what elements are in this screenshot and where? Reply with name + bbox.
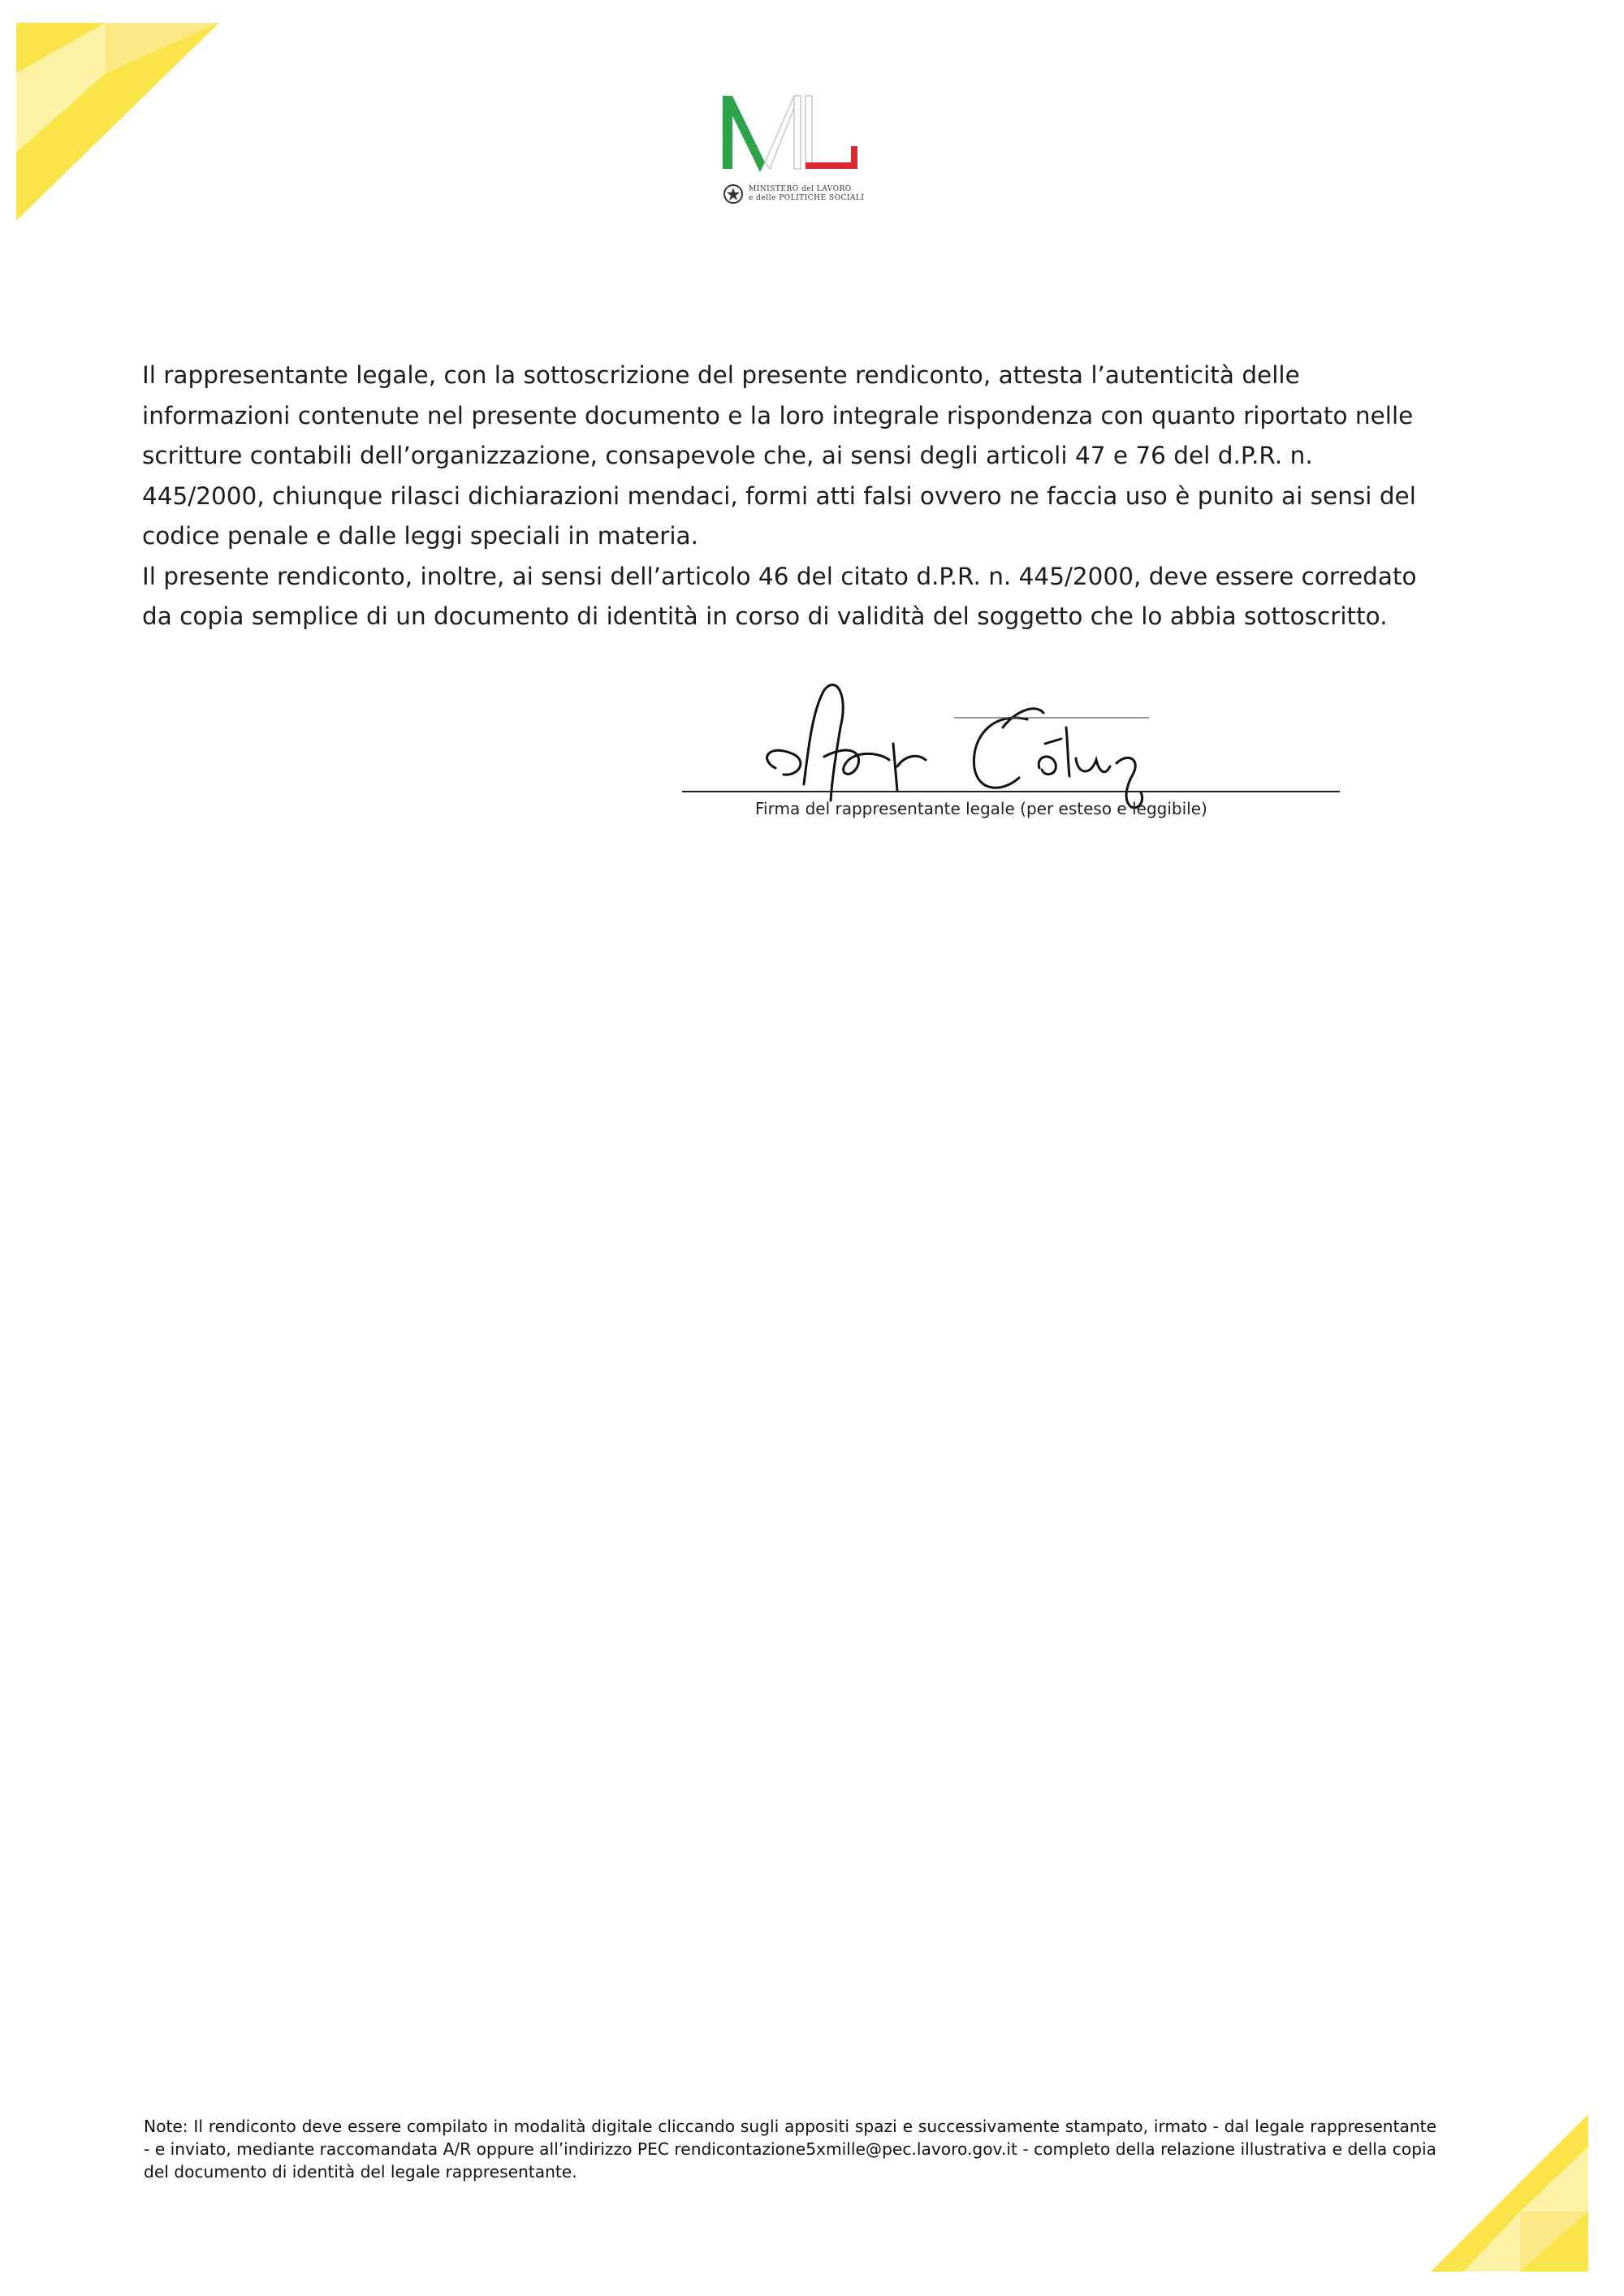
signature-line (682, 791, 1340, 792)
corner-decoration-bottom-right (1431, 2114, 1588, 2272)
logo-caption-line2: e delle POLITICHE SOCIALI (749, 194, 865, 202)
declaration-paragraph-2: Il presente rendiconto, inoltre, ai sensi dell’articolo 46 del citato d.P.R. n. 445/2000, deve essere corredato da copia semplice di un documento di identità in corso di validità del soggetto che lo abbia sottoscritto. (142, 562, 1417, 630)
footer-note: Note: Il rendiconto deve essere compilato in modalità digitale cliccando sugli appositi spazi e successivamente stampato, irmato - dal legale rappresentante - e inviato, mediante raccomandata A/R oppure all’indirizzo PEC rendicontazione5xmille@pec.lavoro.gov.it - completo della relazione illustrativa e della copia del documento di identità del legale rappresentante. (144, 2117, 1436, 2182)
handwritten-signature (727, 679, 1181, 809)
logo-caption (749, 185, 887, 203)
declaration-text (142, 356, 1441, 637)
signature-label: Firma del rappresentante legale (per esteso e leggibile) (755, 799, 1207, 818)
declaration-paragraph-1: Il rappresentante legale, con la sottoscrizione del presente rendiconto, attesta l’autenticità delle informazioni contenute nel presente documento e la loro integrale rispondenza con quanto riportato nelle scritture contabili dell’organizzazione, consapevole che, ai sensi degli articoli 47 e 76 del d.P.R. n. 445/2000, chiunque rilasci dichiarazioni mendaci, formi atti falsi ovvero ne faccia uso è punito ai sensi del codice penale e dalle leggi speciali in materia. (142, 361, 1416, 550)
signature-block (682, 679, 1340, 825)
corner-decoration-top-left (16, 23, 219, 221)
logo-caption-line1: MINISTERO del LAVORO (749, 185, 852, 193)
italian-republic-emblem-icon (723, 183, 744, 205)
